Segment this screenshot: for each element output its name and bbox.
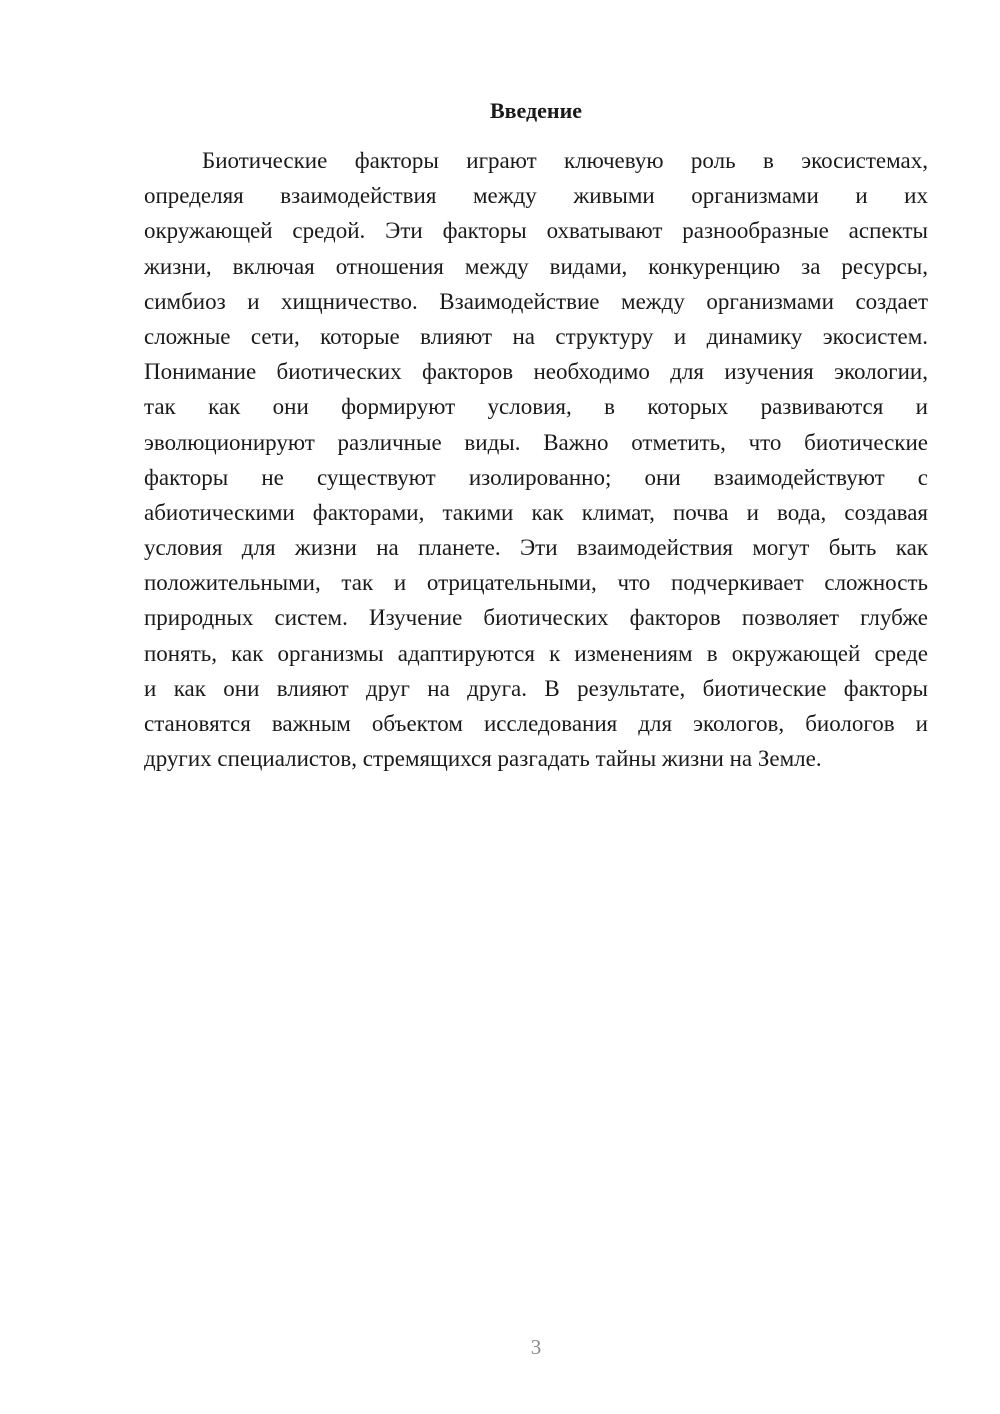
paragraph-line: сложные сети, которые влияют на структуру и динамику экосистем.: [144, 323, 928, 349]
paragraph-line: так как они формируют условия, в которых развиваются и: [144, 394, 928, 420]
paragraph-line: положительными, так и отрицательными, что подчеркивает сложность: [144, 570, 928, 596]
paragraph: [144, 143, 928, 776]
page-number: 3: [530, 1335, 542, 1359]
paragraph-line: условия для жизни на планете. Эти взаимодействия могут быть как: [144, 535, 928, 561]
paragraph-line: определяя взаимодействия между живыми организмами и их: [144, 183, 928, 209]
paragraph-line: абиотическими факторами, такими как климат, почва и вода, создавая: [144, 499, 928, 525]
paragraph-line: эволюционируют различные виды. Важно отметить, что биотические: [144, 429, 928, 455]
paragraph-line: факторы не существуют изолированно; они взаимодействуют с: [144, 464, 928, 490]
paragraph-line: становятся важным объектом исследования для экологов, биологов и: [144, 711, 928, 736]
paragraph-line: жизни, включая отношения между видами, конкуренцию за ресурсы,: [144, 253, 928, 279]
paragraph-line: окружающей средой. Эти факторы охватывают разнообразные аспекты: [144, 218, 928, 244]
paragraph-line: Биотические факторы играют ключевую роль в экосистемах,: [202, 148, 928, 173]
paragraph-line: понять, как организмы адаптируются к изменениям в окружающей среде: [144, 640, 928, 666]
paragraph-line: Понимание биотических факторов необходимо для изучения экологии,: [144, 359, 928, 385]
paragraph-line: других специалистов, стремящихся разгадать тайны жизни на Земле.: [144, 746, 822, 772]
paragraph-line: симбиоз и хищничество. Взаимодействие между организмами создает: [144, 288, 928, 314]
section-title: Введение: [489, 98, 583, 123]
paragraph-line: и как они влияют друг на друга. В результате, биотические факторы: [144, 675, 928, 701]
paragraph-line: природных систем. Изучение биотических факторов позволяет глубже: [144, 605, 928, 631]
